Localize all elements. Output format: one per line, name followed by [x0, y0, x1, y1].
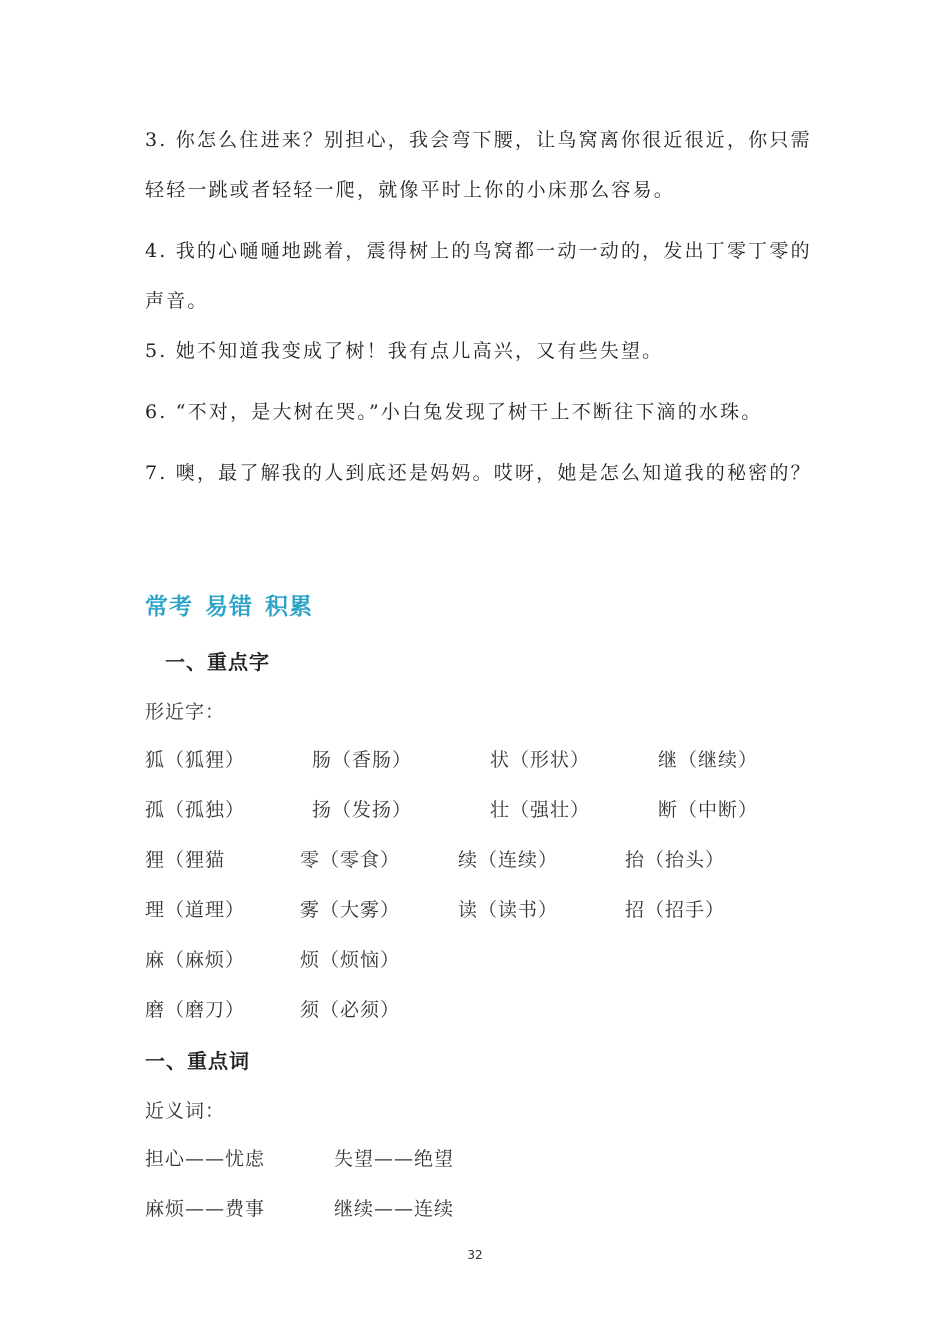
char-item: 招（招手）: [625, 899, 726, 921]
section-title-part: 积累: [265, 594, 313, 620]
char-item: 雾（大雾）: [300, 899, 401, 921]
char-item: 须（必须）: [300, 999, 401, 1021]
char-item: 磨（磨刀）: [145, 999, 246, 1021]
char-item: 继（继续）: [658, 749, 759, 771]
section-title-part: 常考: [145, 594, 193, 620]
char-item: 孤（孤独）: [145, 799, 246, 821]
sentence-3: 3. 你怎么住进来？别担心，我会弯下腰，让鸟窝离你很近很近，你只需轻轻一跳或者轻轻一爬，就像平时上你的小床那么容易。: [145, 129, 812, 201]
synonym-item: 失望——绝望: [334, 1148, 455, 1170]
label-similar-characters: 形近字：: [145, 701, 226, 723]
char-item: 断（中断）: [658, 799, 759, 821]
char-item: 读（读书）: [458, 899, 559, 921]
char-item: 烦（烦恼）: [300, 949, 401, 971]
synonym-item: 麻烦——费事: [145, 1198, 266, 1220]
label-synonyms: 近义词：: [145, 1100, 226, 1122]
sentence-4: 4. 我的心嗵嗵地跳着，震得树上的鸟窝都一动一动的，发出丁零丁零的声音。: [145, 240, 812, 312]
char-item: 续（连续）: [458, 849, 559, 871]
page-number: 32: [467, 1248, 483, 1262]
sentence-7: 7. 噢，最了解我的人到底还是妈妈。哎呀，她是怎么知道我的秘密的？: [145, 462, 812, 484]
char-item: 壮（强壮）: [490, 799, 591, 821]
section-title: [145, 588, 325, 621]
char-item: 麻（麻烦）: [145, 949, 246, 971]
section-title-part: 易错: [205, 594, 253, 620]
char-item: 狐（狐狸）: [145, 749, 246, 771]
sentence-5: 5. 她不知道我变成了树！我有点儿高兴，又有些失望。: [145, 340, 664, 362]
char-item: 肠（香肠）: [312, 749, 413, 771]
sentence-6: 6. “不对，是大树在哭。”小白兔发现了树干上不断往下滴的水珠。: [145, 401, 763, 423]
char-item: 零（零食）: [300, 849, 401, 871]
char-item: 状（形状）: [490, 749, 591, 771]
char-item: 抬（抬头）: [625, 849, 726, 871]
char-item: 理（道理）: [145, 899, 246, 921]
heading-key-characters: 一、重点字: [165, 650, 270, 674]
char-item: 扬（发扬）: [312, 799, 413, 821]
synonym-item: 担心——忧虑: [145, 1148, 266, 1170]
synonym-item: 继续——连续: [334, 1198, 455, 1220]
heading-key-words: 一、重点词: [145, 1049, 250, 1073]
char-item: 狸（狸猫: [145, 849, 226, 871]
